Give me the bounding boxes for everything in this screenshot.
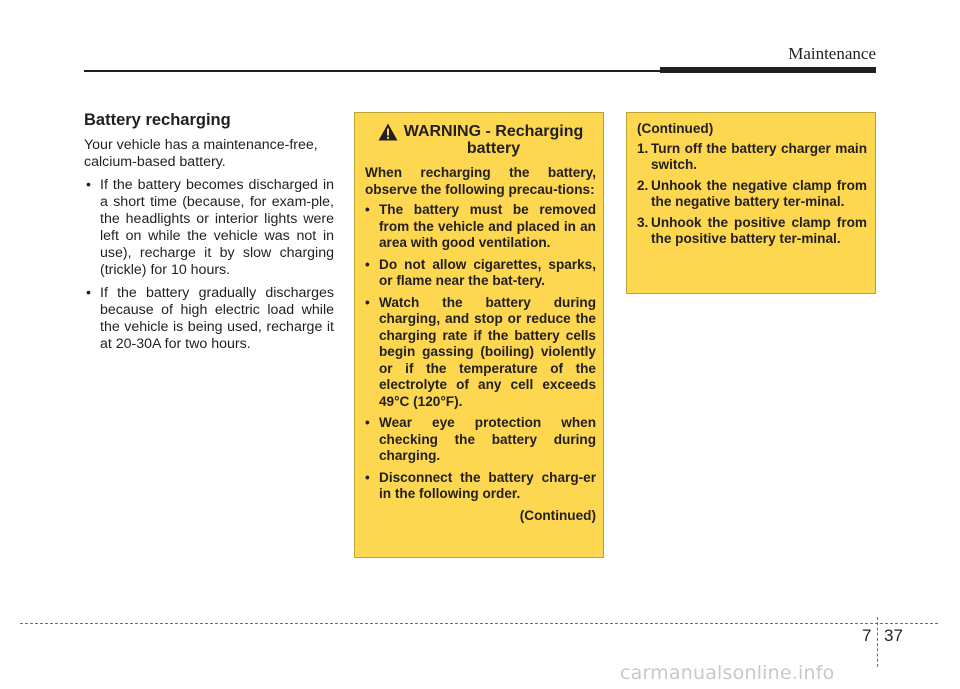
list-item-text: Do not allow cigarettes, sparks, or flame near the bat-tery. — [379, 256, 596, 288]
list-item-text: Disconnect the battery charg-er in the following order. — [379, 469, 596, 501]
continued-label: (Continued) — [519, 507, 596, 523]
list-item — [365, 295, 596, 411]
step-text: Unhook the positive clamp from the positive battery ter-minal. — [651, 214, 867, 246]
list-item — [365, 470, 596, 503]
list-item — [637, 178, 867, 211]
header-divider — [84, 70, 660, 72]
bullet-icon: • — [86, 285, 91, 301]
step-text: Unhook the negative clamp from the negative battery ter-minal. — [651, 177, 867, 209]
step-number: 1. — [637, 140, 649, 156]
battery-recharging-section — [84, 110, 334, 359]
continued-box — [626, 112, 876, 294]
list-item-text: If the battery gradually discharges because of high electric load while the vehicle is being used, recharge it at 20-30A for two hours. — [100, 285, 334, 352]
header-divider-bold — [660, 67, 876, 73]
warning-triangle-icon — [378, 123, 398, 141]
bullet-icon: • — [365, 469, 370, 485]
recharge-instructions-list — [84, 177, 334, 353]
list-item — [637, 215, 867, 248]
warning-box — [354, 112, 604, 558]
list-item-text: The battery must be removed from the vehicle and placed in an area with good ventilation. — [379, 202, 596, 250]
step-number: 3. — [637, 214, 649, 230]
bullet-icon: • — [365, 294, 370, 310]
step-number: 2. — [637, 177, 649, 193]
list-item — [365, 257, 596, 290]
list-item — [365, 202, 596, 252]
page-number: 37 — [884, 626, 903, 645]
section-title: Maintenance — [788, 44, 876, 63]
continued-label: (Continued) — [637, 121, 714, 136]
list-item — [84, 285, 334, 353]
warning-intro: When recharging the battery, observe the following precau-tions: — [365, 165, 596, 197]
warning-list — [365, 202, 596, 503]
footer-divider — [20, 623, 938, 624]
warning-title — [365, 123, 596, 157]
page-number-divider — [877, 617, 878, 667]
list-item — [84, 177, 334, 279]
step-text: Turn off the battery charger main switch. — [651, 140, 867, 172]
warning-title-line1: WARNING - Recharging — [403, 123, 584, 140]
warning-title-line2: battery — [466, 140, 521, 157]
watermark: carmanualsonline.info — [620, 662, 835, 684]
list-item-text: If the battery becomes discharged in a short time (because, for exam-ple, the headlights or interior lights were left on while the vehicle was not in use), recharge it by slow charging (trickle) for 10 hours. — [100, 177, 334, 278]
chapter-number: 7 — [862, 626, 872, 645]
list-item-text: Watch the battery during charging, and stop or reduce the charging rate if the battery cells begin gassing (boiling) violently or if the temperature of the electrolyte of any cell exceeds 49°C (120°F). — [379, 294, 596, 409]
list-item — [637, 141, 867, 174]
list-item — [365, 415, 596, 465]
section-heading: Battery recharging — [84, 111, 231, 129]
disconnect-steps-list — [637, 141, 867, 248]
intro-paragraph: Your vehicle has a maintenance-free, calcium-based battery. — [84, 137, 318, 170]
bullet-icon: • — [365, 202, 370, 217]
bullet-icon: • — [365, 256, 370, 272]
bullet-icon: • — [365, 415, 370, 430]
list-item-text: Wear eye protection when checking the battery during charging. — [379, 415, 596, 463]
bullet-icon: • — [86, 177, 91, 193]
